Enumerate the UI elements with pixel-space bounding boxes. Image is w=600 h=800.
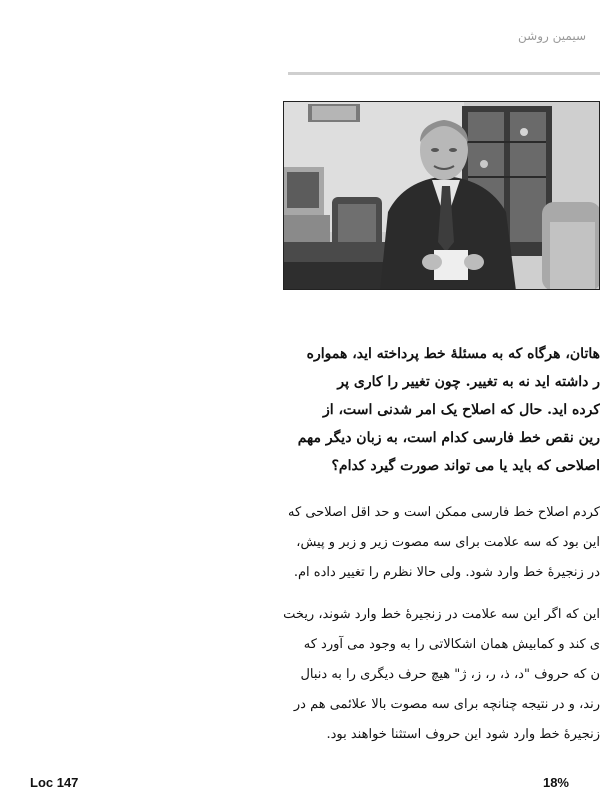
answer-line: رند، و در نتیجه چنانچه برای سه مصوت بالا علائمی هم در: [293, 697, 600, 712]
answer-line: در زنجیرۀ خط وارد شود. ولی حالا نظرم را تغییر داده ام.: [293, 565, 600, 580]
question-line: رین نقص خط فارسی کدام است، به زبان دیگر مهم: [297, 430, 600, 446]
interview-question: [250, 340, 600, 480]
reading-location: Loc 147: [30, 775, 79, 790]
answer-line: ی کند و کمابیش همان اشکالاتی را به وجود می آورد که: [303, 637, 600, 652]
question-line: اصلاحی که باید یا می تواند صورت گیرد کدام؟: [331, 458, 600, 474]
photo-illustration: [284, 102, 600, 290]
answer-line: این بود که سه علامت برای سه مصوت زیر و زبر و پیش،: [296, 535, 600, 550]
answer-paragraph-2: [260, 600, 600, 750]
header-divider: [288, 72, 600, 75]
answer-line: این که اگر این سه علامت در زنجیرۀ خط وارد شوند، ریخت: [283, 607, 600, 622]
author-photo: [283, 101, 600, 290]
reading-progress: 18%: [542, 775, 569, 790]
question-line: ر داشته اید نه به تغییر. چون تغییر را کاری پر: [337, 374, 600, 390]
answer-line: کردم اصلاح خط فارسی ممکن است و حد اقل اصلاحی که: [288, 505, 600, 520]
running-header-author: سیمین روشن: [518, 29, 586, 43]
answer-line: زنجیرۀ خط وارد شود این حروف استثنا خواهند بود.: [326, 727, 600, 742]
question-line: کرده اید. حال که اصلاح یک امر شدنی است، از: [323, 402, 600, 418]
question-line: هاتان، هرگاه که به مسئلۀ خط پرداخته اید، همواره: [306, 346, 600, 362]
answer-line: ن که حروف "د، ذ، ر، ز، ژ" هیچ حرف دیگری را به دنبال: [300, 667, 600, 682]
answer-paragraph-1: [260, 498, 600, 588]
